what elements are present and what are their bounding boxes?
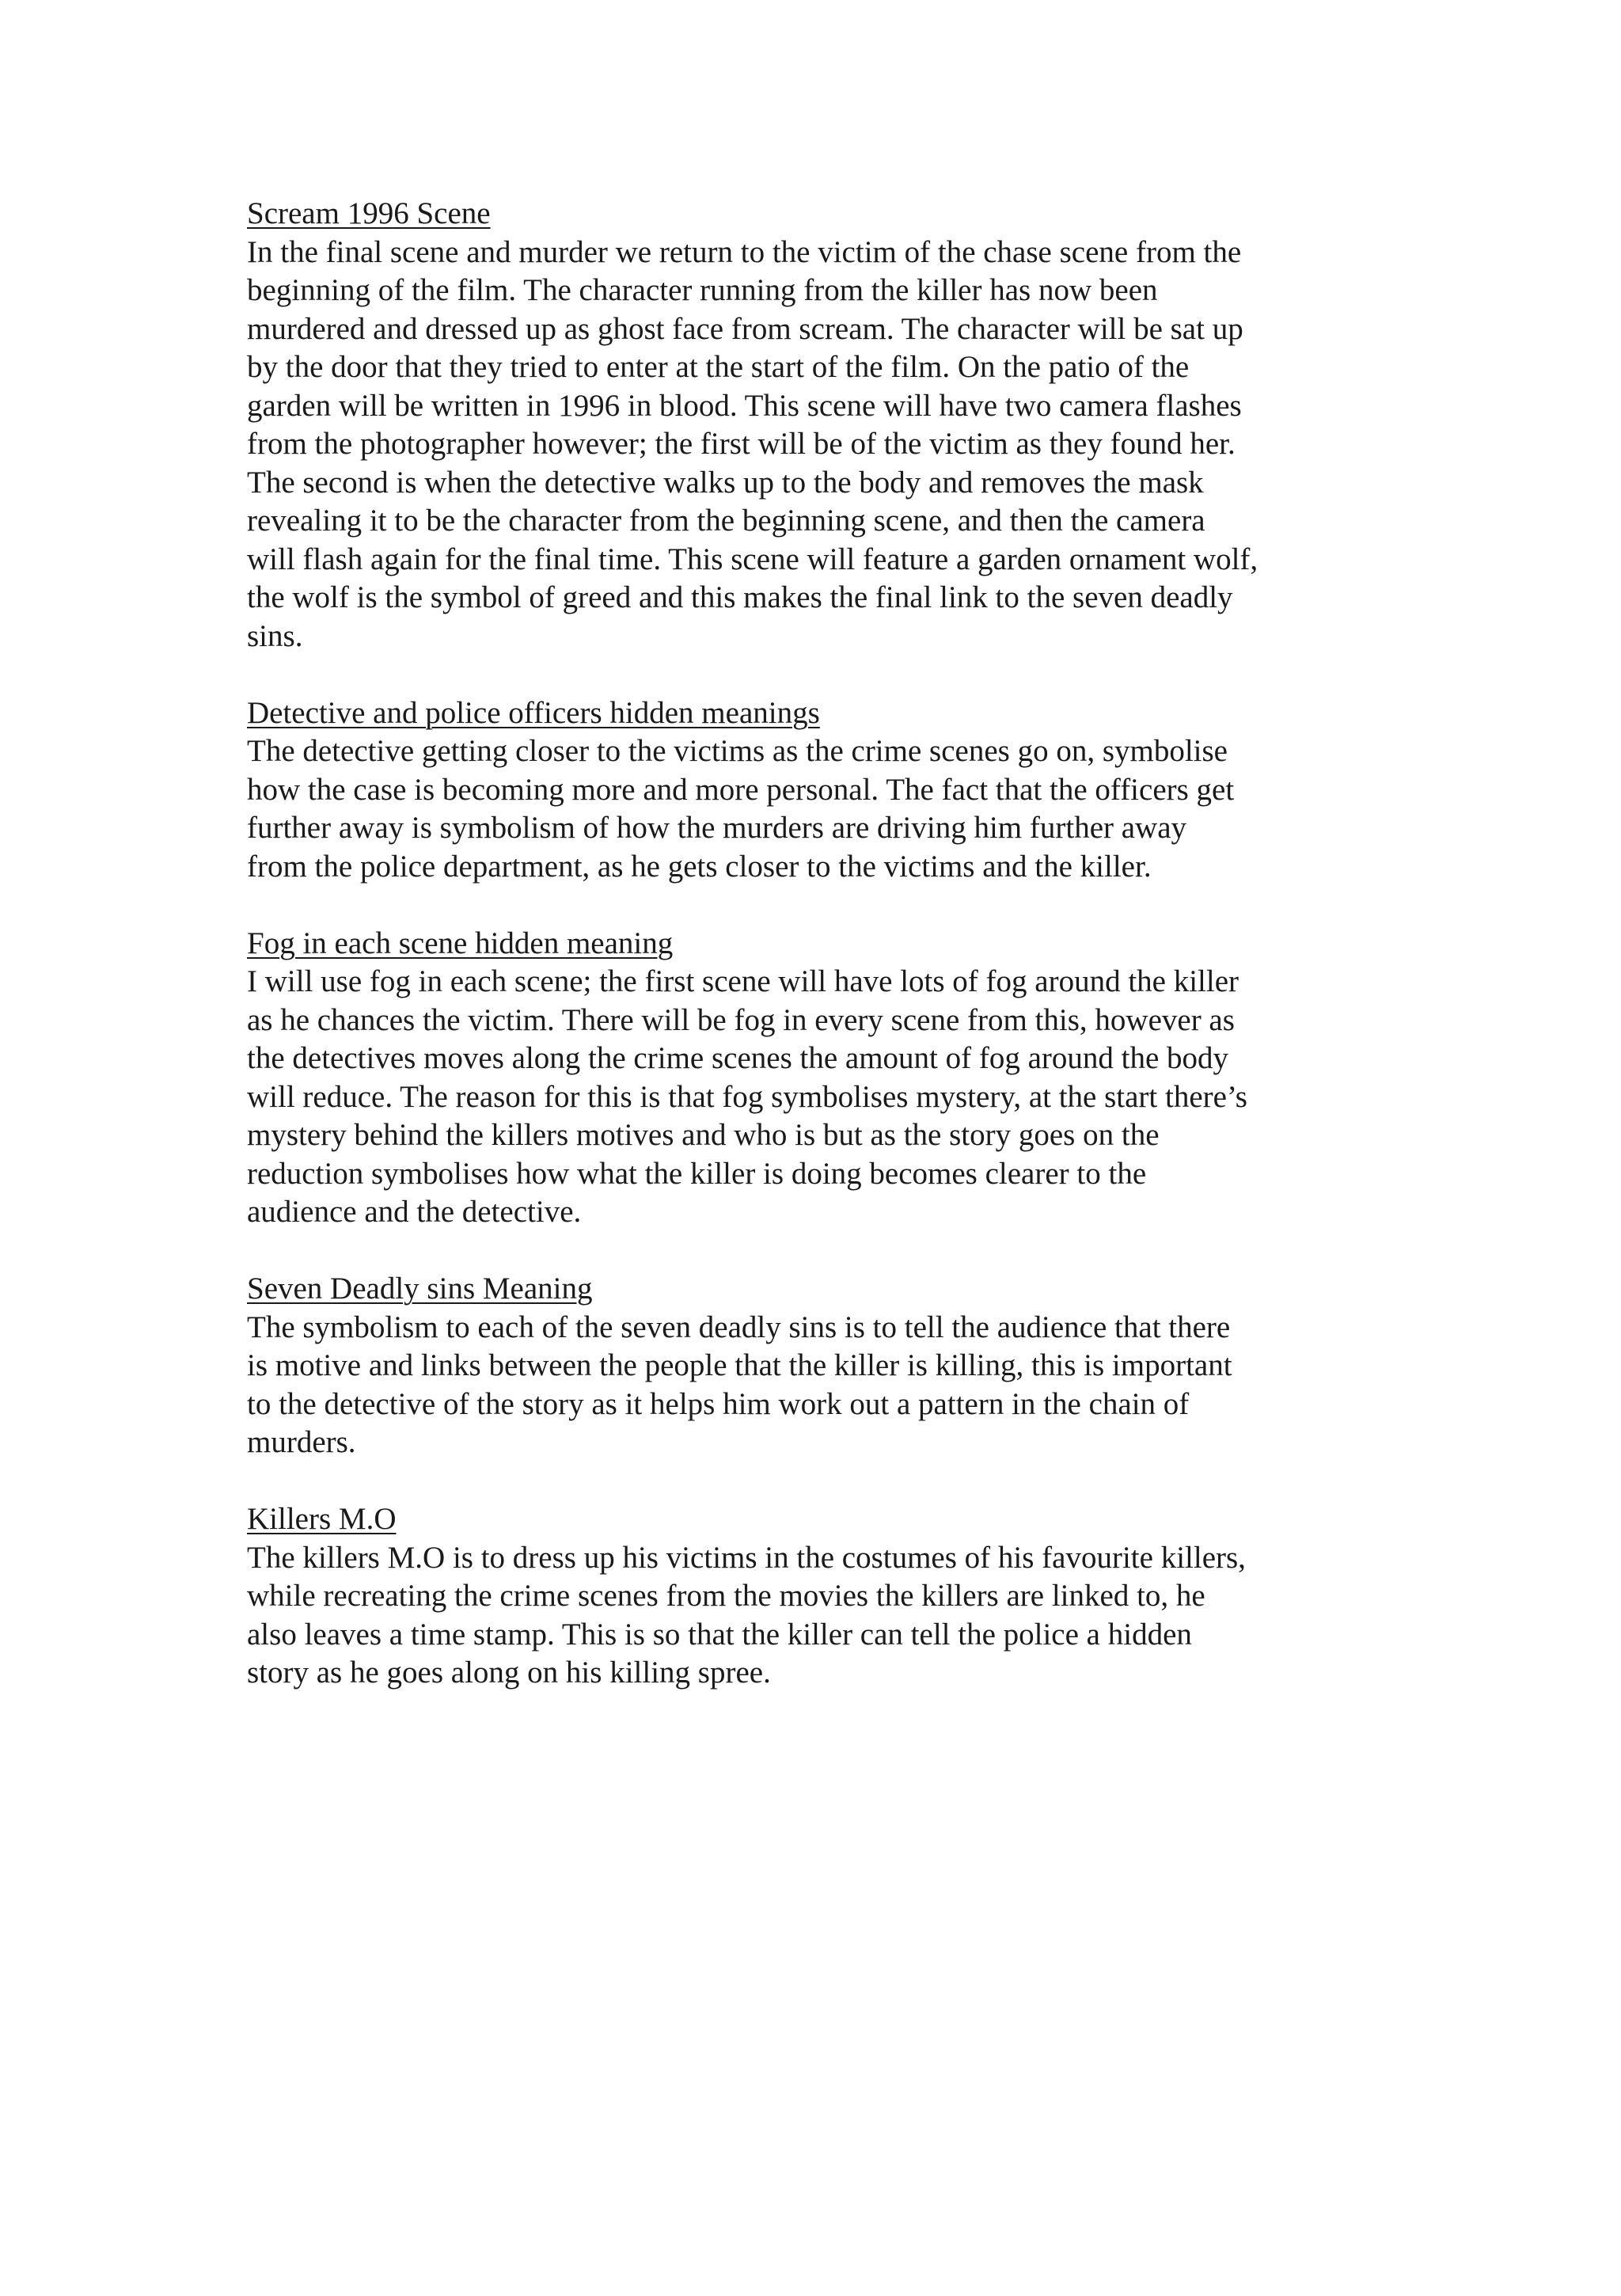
body-text-line: garden will be written in 1996 in blood. This scene will have two camera flashes (247, 388, 1242, 423)
body-text-line: to the detective of the story as it helps him work out a pattern in the chain of (247, 1386, 1190, 1421)
body-text-line: murdered and dressed up as ghost face from scream. The character will be sat up (247, 311, 1243, 346)
body-text-line: reduction symbolises how what the killer is doing becomes clearer to the (247, 1156, 1147, 1191)
body-text-line: The symbolism to each of the seven deadly sins is to tell the audience that there (247, 1310, 1231, 1344)
section-heading: Detective and police officers hidden meanings (247, 695, 820, 730)
body-text-line: further away is symbolism of how the murders are driving him further away (247, 811, 1187, 845)
body-text-line: audience and the detective. (247, 1195, 582, 1229)
section-heading: Killers M.O (247, 1502, 397, 1536)
section-killers-m-o (247, 1500, 1387, 1693)
section-heading: Scream 1996 Scene (247, 196, 491, 230)
body-text-line: the wolf is the symbol of greed and this makes the final link to the seven deadly (247, 580, 1233, 614)
body-text-line: The second is when the detective walks up to the body and removes the mask (247, 465, 1204, 500)
body-text-line: by the door that they tried to enter at the start of the film. On the patio of the (247, 350, 1190, 384)
body-text-line: while recreating the crime scenes from the movies the killers are linked to, he (247, 1579, 1205, 1613)
body-text-line: from the photographer however; the first will be of the victim as they found her. (247, 427, 1236, 461)
body-text-line: from the police department, as he gets closer to the victims and the killer. (247, 849, 1152, 884)
section-seven-deadly-sins-meaning (247, 1270, 1387, 1462)
body-text-line: The killers M.O is to dress up his victims in the costumes of his favourite killers, (247, 1540, 1246, 1575)
body-text-line: revealing it to be the character from the beginning scene, and then the camera (247, 504, 1205, 538)
body-text-line: also leaves a time stamp. This is so that the killer can tell the police a hidden (247, 1617, 1192, 1652)
body-text-line: In the final scene and murder we return to the victim of the chase scene from the (247, 234, 1242, 269)
body-text-line: I will use fog in each scene; the first scene will have lots of fog around the killer (247, 964, 1239, 998)
body-text-line: as he chances the victim. There will be fog in every scene from this, however as (247, 1002, 1235, 1037)
body-text-line: will reduce. The reason for this is that fog symbolises mystery, at the start there’s (247, 1079, 1247, 1114)
body-text-line: mystery behind the killers motives and who is but as the story goes on the (247, 1118, 1160, 1152)
section-scream-1996-scene (247, 195, 1387, 656)
body-text-line: sins. (247, 618, 303, 653)
body-text-line: murders. (247, 1425, 356, 1459)
body-text-line: will flash again for the final time. This scene will feature a garden ornament wolf, (247, 542, 1258, 576)
body-text-line: the detectives moves along the crime scenes the amount of fog around the body (247, 1041, 1229, 1075)
body-text-line: The detective getting closer to the victims as the crime scenes go on, symbolise (247, 734, 1228, 768)
section-fog-in-each-scene-hidden-meaning (247, 925, 1387, 1232)
body-text-line: is motive and links between the people that the killer is killing, this is important (247, 1348, 1232, 1382)
section-detective-and-police-officers-hidden-meanings (247, 694, 1387, 887)
body-text-line: how the case is becoming more and more personal. The fact that the officers get (247, 772, 1235, 807)
body-text-line: beginning of the film. The character running from the killer has now been (247, 273, 1158, 307)
document-body (247, 195, 1387, 1731)
section-heading: Seven Deadly sins Meaning (247, 1272, 593, 1306)
section-heading: Fog in each scene hidden meaning (247, 926, 674, 960)
body-text-line: story as he goes along on his killing spree. (247, 1655, 771, 1690)
